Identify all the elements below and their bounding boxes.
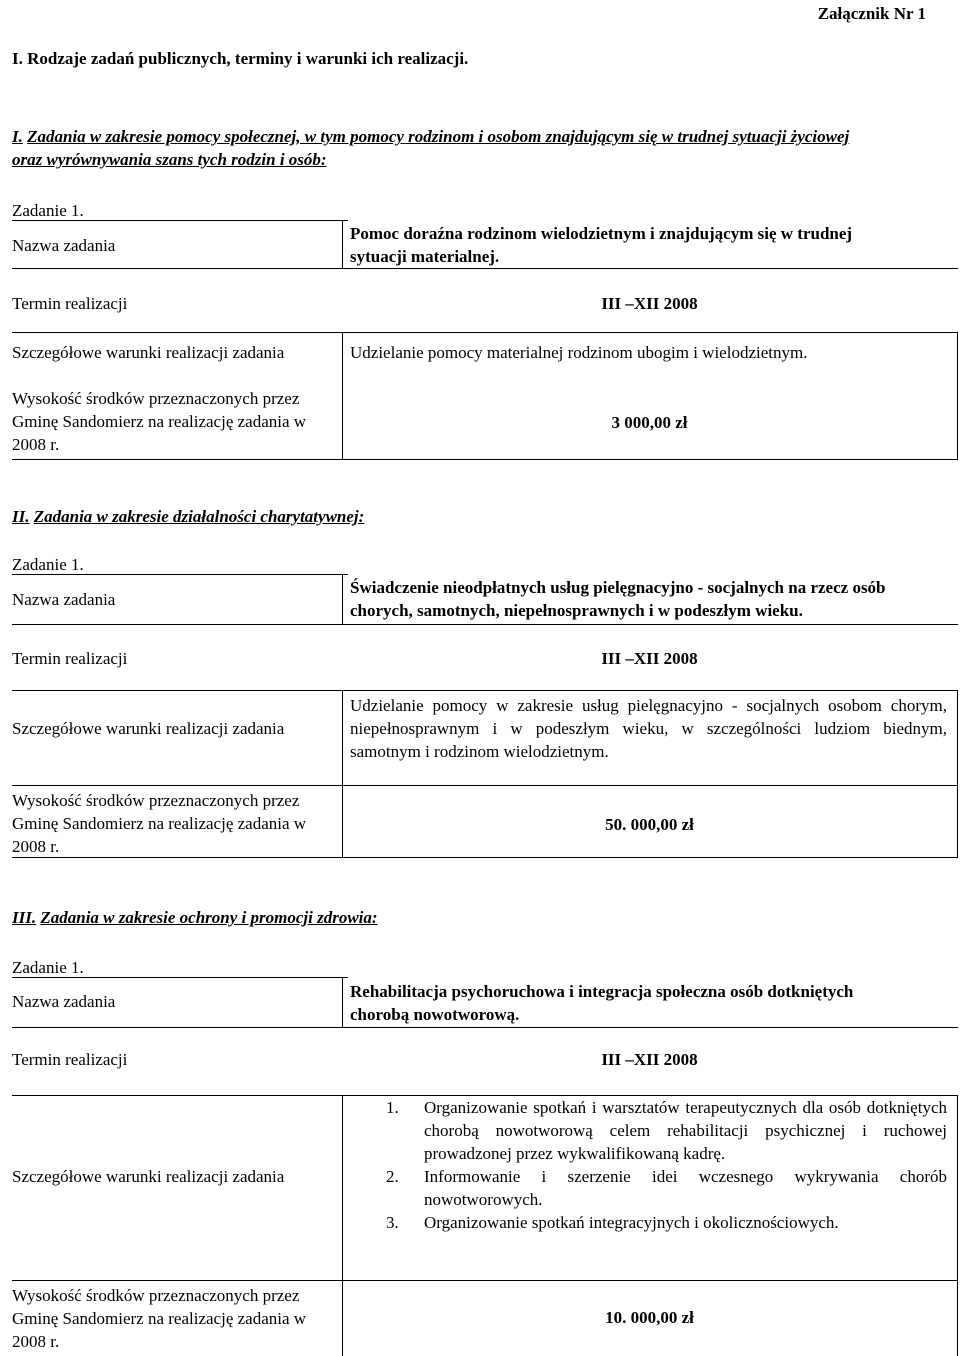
section-3-task-name: Rehabilitacja psychoruchowa i integracja społeczna osób dotkniętych chorobą nowotworową. (350, 982, 854, 1024)
list-item (386, 1096, 947, 1165)
page-title: I. Rodzaje zadań publicznych, terminy i warunki ich realizacji. (12, 49, 469, 68)
section-2-heading (12, 505, 364, 528)
list-item-text: Organizowanie spotkań integracyjnych i okolicznościowych. (424, 1213, 839, 1232)
section-3-conditions-label: Szczegółowe warunki realizacji zadania (12, 1167, 285, 1186)
section-3-term: III –XII 2008 (601, 1050, 698, 1069)
annex-label: Załącznik Nr 1 (817, 4, 926, 23)
section-1-heading (12, 125, 872, 171)
section-2-number: II. (12, 507, 30, 526)
section-2-title: Zadania w zakresie działalności charytatywnej: (33, 507, 365, 526)
list-item-number: 2. (386, 1167, 399, 1186)
list-item-number: 3. (386, 1213, 399, 1232)
list-item (386, 1165, 947, 1211)
section-1-conditions-label: Szczegółowe warunki realizacji zadania (12, 343, 285, 362)
section-3-task-label: Zadanie 1. (12, 958, 84, 977)
section-3-heading (12, 906, 378, 929)
section-2-term: III –XII 2008 (601, 649, 698, 668)
section-3-funds-label: Wysokość środków przeznaczonych przez Gminę Sandomierz na realizację zadania w 2008 r. (12, 1286, 307, 1351)
section-1-name-label: Nazwa zadania (12, 236, 116, 255)
section-2-conditions-label: Szczegółowe warunki realizacji zadania (12, 719, 285, 738)
list-item-text: Organizowanie spotkań i warsztatów terapeutycznych dla osób dotkniętych chorobą nowotworową celem rehabilitacji psychicznej i ruchowej prowadzonej przez wykwalifikowaną kadrę. (424, 1098, 947, 1163)
section-2-funds: 50. 000,00 zł (605, 815, 694, 834)
section-1-title: Zadania w zakresie pomocy społecznej, w tym pomocy rodzinom i osobom znajdującym się w trudnej sytuacji życiowej oraz wyrównywania szans tych rodzin i osób: (12, 127, 850, 169)
list-item (386, 1211, 947, 1234)
section-2-conditions: Udzielanie pomocy w zakresie usług pielęgnacyjno - socjalnych osobom chorym, niepełnosprawnym i w podeszłym wieku, w szczególności ludziom biednym, samotnym i rodzinom wielodzietnym. (350, 696, 947, 761)
section-3-conditions-list (386, 1096, 947, 1234)
section-3-term-label: Termin realizacji (12, 1050, 128, 1069)
section-1-term-label: Termin realizacji (12, 294, 128, 313)
section-2-term-label: Termin realizacji (12, 649, 128, 668)
section-1-task-name: Pomoc doraźna rodzinom wielodzietnym i znajdującym się w trudnej sytuacji materialnej. (350, 224, 853, 266)
section-2-funds-label: Wysokość środków przeznaczonych przez Gminę Sandomierz na realizację zadania w 2008 r. (12, 791, 307, 856)
section-1-funds-label: Wysokość środków przeznaczonych przez Gminę Sandomierz na realizację zadania w 2008 r. (12, 389, 307, 454)
section-3-title: Zadania w zakresie ochrony i promocji zdrowia: (40, 908, 378, 927)
section-2-name-label: Nazwa zadania (12, 590, 116, 609)
section-3-funds: 10. 000,00 zł (605, 1308, 694, 1327)
section-3-name-label: Nazwa zadania (12, 992, 116, 1011)
section-1-conditions: Udzielanie pomocy materialnej rodzinom ubogim i wielodzietnym. (350, 343, 808, 362)
section-1-number: I. (12, 127, 23, 146)
list-item-number: 1. (386, 1098, 399, 1117)
section-3-number: III. (12, 908, 37, 927)
section-2-task-label: Zadanie 1. (12, 555, 84, 574)
section-1-term: III –XII 2008 (601, 294, 698, 313)
section-1-funds: 3 000,00 zł (611, 413, 688, 432)
list-item-text: Informowanie i szerzenie idei wczesnego wykrywania chorób nowotworowych. (424, 1167, 947, 1209)
section-1-task-label: Zadanie 1. (12, 201, 84, 220)
section-2-task-name: Świadczenie nieodpłatnych usług pielęgnacyjno - socjalnych na rzecz osób chorych, samotnych, niepełnosprawnych i w podeszłym wieku. (350, 578, 886, 620)
